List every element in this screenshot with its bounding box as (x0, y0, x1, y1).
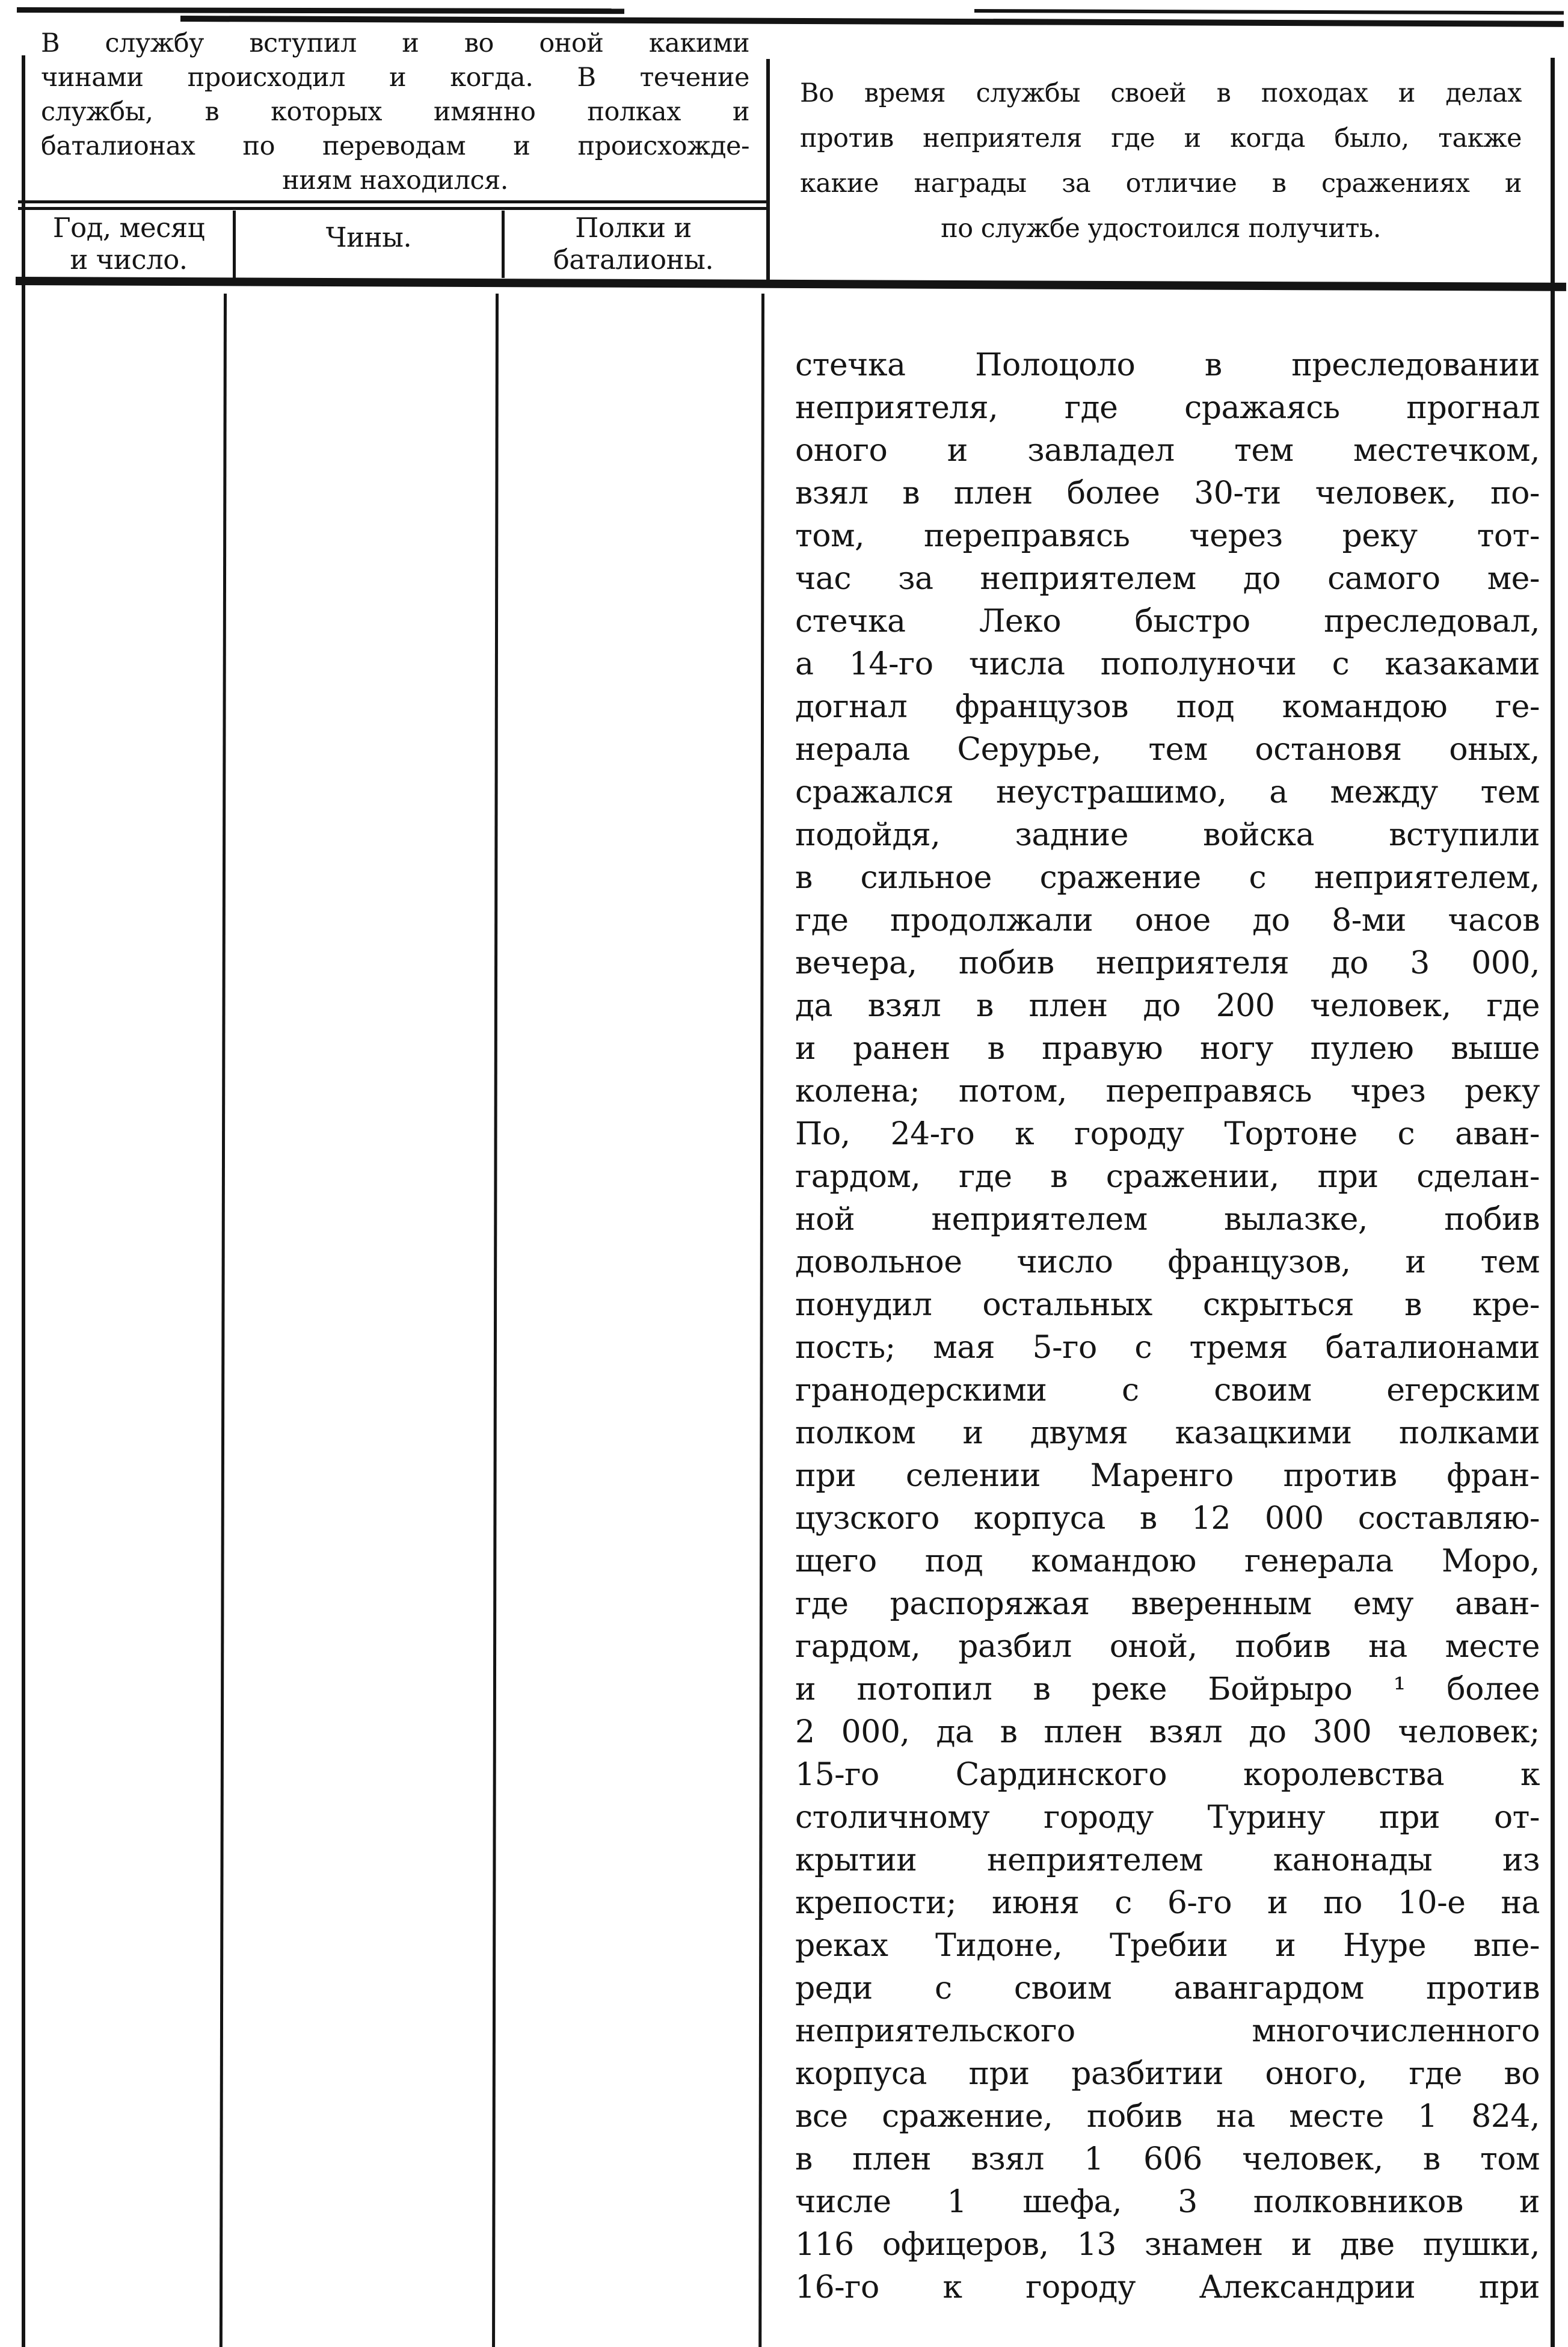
top-border-rule-fragment (974, 9, 1564, 14)
text-line: в сильное сражение с неприятелем, (795, 860, 1540, 896)
text-line: понудил остальных скрыться в кре- (795, 1287, 1540, 1323)
table-left-border (22, 55, 25, 2347)
text-line: гранодерскими с своим егерским (795, 1372, 1540, 1408)
text-line: и ранен в правую ногу пулею выше (795, 1031, 1540, 1067)
text-line: вечера, побив неприятеля до 3 000, (795, 945, 1540, 981)
text-line: цузского корпуса в 12 000 составляю- (795, 1500, 1540, 1537)
text-line: реди с своим авангардом против (795, 1970, 1540, 2006)
text-line: какие награды за отличие в сражениях и (800, 168, 1522, 199)
header-bottom-rule (16, 277, 1566, 291)
text-line: 2 000, да в плен взял до 300 человек; (795, 1714, 1540, 1750)
header-column-divider (766, 59, 770, 288)
top-border-rule-lower (180, 16, 1564, 27)
text-line: нерала Серурье, тем остановя оных, (795, 732, 1540, 768)
text-line: гардом, разбил оной, побив на месте (795, 1629, 1540, 1665)
text-line: службы, в которых имянно полках и (41, 97, 749, 127)
text-line: полком и двумя казацкими полками (795, 1415, 1540, 1451)
text-line: По, 24-го к городу Тортоне с аван- (795, 1116, 1540, 1152)
text-line: а 14-го числа пополуночи с казаками (795, 646, 1540, 682)
text-line: гардом, где в сражении, при сделан- (795, 1159, 1540, 1195)
text-line: 15-го Сардинского королевства к (795, 1757, 1540, 1793)
text-line: 16-го к городу Александрии при (795, 2269, 1540, 2305)
text-line: стечка Полоцоло в преследовании (795, 347, 1540, 383)
subheader-top-rule-upper (18, 200, 767, 203)
text-line: Чины. (325, 221, 412, 253)
text-line: где распоряжая вверенным ему аван- (795, 1586, 1540, 1622)
text-line: Год, месяц (52, 212, 205, 244)
text-line: против неприятеля где и когда было, также (800, 123, 1522, 153)
text-line: пость; мая 5-го с тремя баталионами (795, 1330, 1540, 1366)
text-line: корпуса при разбитии оного, где во (795, 2056, 1540, 2092)
text-line: по службе удостоился получить. (941, 214, 1381, 244)
text-line: все сражение, побив на месте 1 824, (795, 2099, 1540, 2135)
text-line: оного и завладел тем местечком, (795, 433, 1540, 469)
text-line: столичному городу Турину при от- (795, 1800, 1540, 1836)
text-line: в плен взял 1 606 человек, в том (795, 2141, 1540, 2177)
text-line: неприятеля, где сражаясь прогнал (795, 390, 1540, 426)
text-line: где продолжали оное до 8-ми часов (795, 902, 1540, 939)
text-line: взял в плен более 30-ти человек, по- (795, 475, 1540, 511)
text-line: баталионы. (553, 244, 714, 276)
text-line: при селении Маренго против фран- (795, 1458, 1540, 1494)
table-right-border (1551, 58, 1555, 2347)
text-line: стечка Леко быстро преследовал, (795, 603, 1540, 640)
column-header-regiments (506, 212, 760, 276)
text-line: и число. (70, 244, 188, 276)
text-line: сражался неустрашимо, а между тем (795, 774, 1540, 810)
text-line: реках Тидоне, Требии и Нуре впе- (795, 1928, 1540, 1964)
text-line: довольное число французов, и тем (795, 1244, 1540, 1280)
text-line: да взял в плен до 200 человек, где (795, 988, 1540, 1024)
column-header-date (26, 212, 231, 276)
text-line: числе 1 шефа, 3 полковников и (795, 2184, 1540, 2220)
subheader-divider-date-ranks (233, 211, 236, 278)
text-line: крепости; июня с 6-го и по 10-е на (795, 1885, 1540, 1921)
text-line: Полки и (575, 212, 692, 244)
text-line: подойдя, задние войска вступили (795, 817, 1540, 853)
text-line: ниям находился. (282, 165, 508, 196)
text-line: крытии неприятелем канонады из (795, 1842, 1540, 1878)
text-line: чинами происходил и когда. В течение (41, 63, 749, 93)
body-column-line-1 (220, 294, 227, 2347)
body-column-line-2 (492, 294, 499, 2347)
text-line: Во время службы своей в походах и делах (800, 78, 1522, 108)
service-record-text (795, 344, 1540, 2309)
column-header-ranks (238, 221, 499, 253)
top-border-rule-upper (17, 7, 624, 14)
subheader-top-rule-lower (18, 207, 767, 210)
text-line: догнал французов под командою ге- (795, 689, 1540, 725)
text-line: неприятельского многочисленного (795, 2013, 1540, 2049)
text-line: 116 офицеров, 13 знамен и две пушки, (795, 2227, 1540, 2263)
header-right-title (800, 71, 1522, 251)
text-line: том, переправясь через реку тот- (795, 518, 1540, 554)
text-line: колена; потом, переправясь чрез реку (795, 1073, 1540, 1109)
header-left-title (41, 26, 749, 198)
text-line: баталионах по переводам и происхожде- (41, 131, 749, 161)
text-line: щего под командою генерала Моро, (795, 1543, 1540, 1579)
subheader-divider-ranks-regiments (502, 211, 505, 278)
text-line: ной неприятелем вылазке, побив (795, 1201, 1540, 1238)
text-line: и потопил в реке Бойрыро ¹ более (795, 1671, 1540, 1707)
text-line: В службу вступил и во оной какими (41, 28, 749, 58)
text-line: час за неприятелем до самого ме- (795, 561, 1540, 597)
body-column-line-3 (758, 294, 764, 2347)
